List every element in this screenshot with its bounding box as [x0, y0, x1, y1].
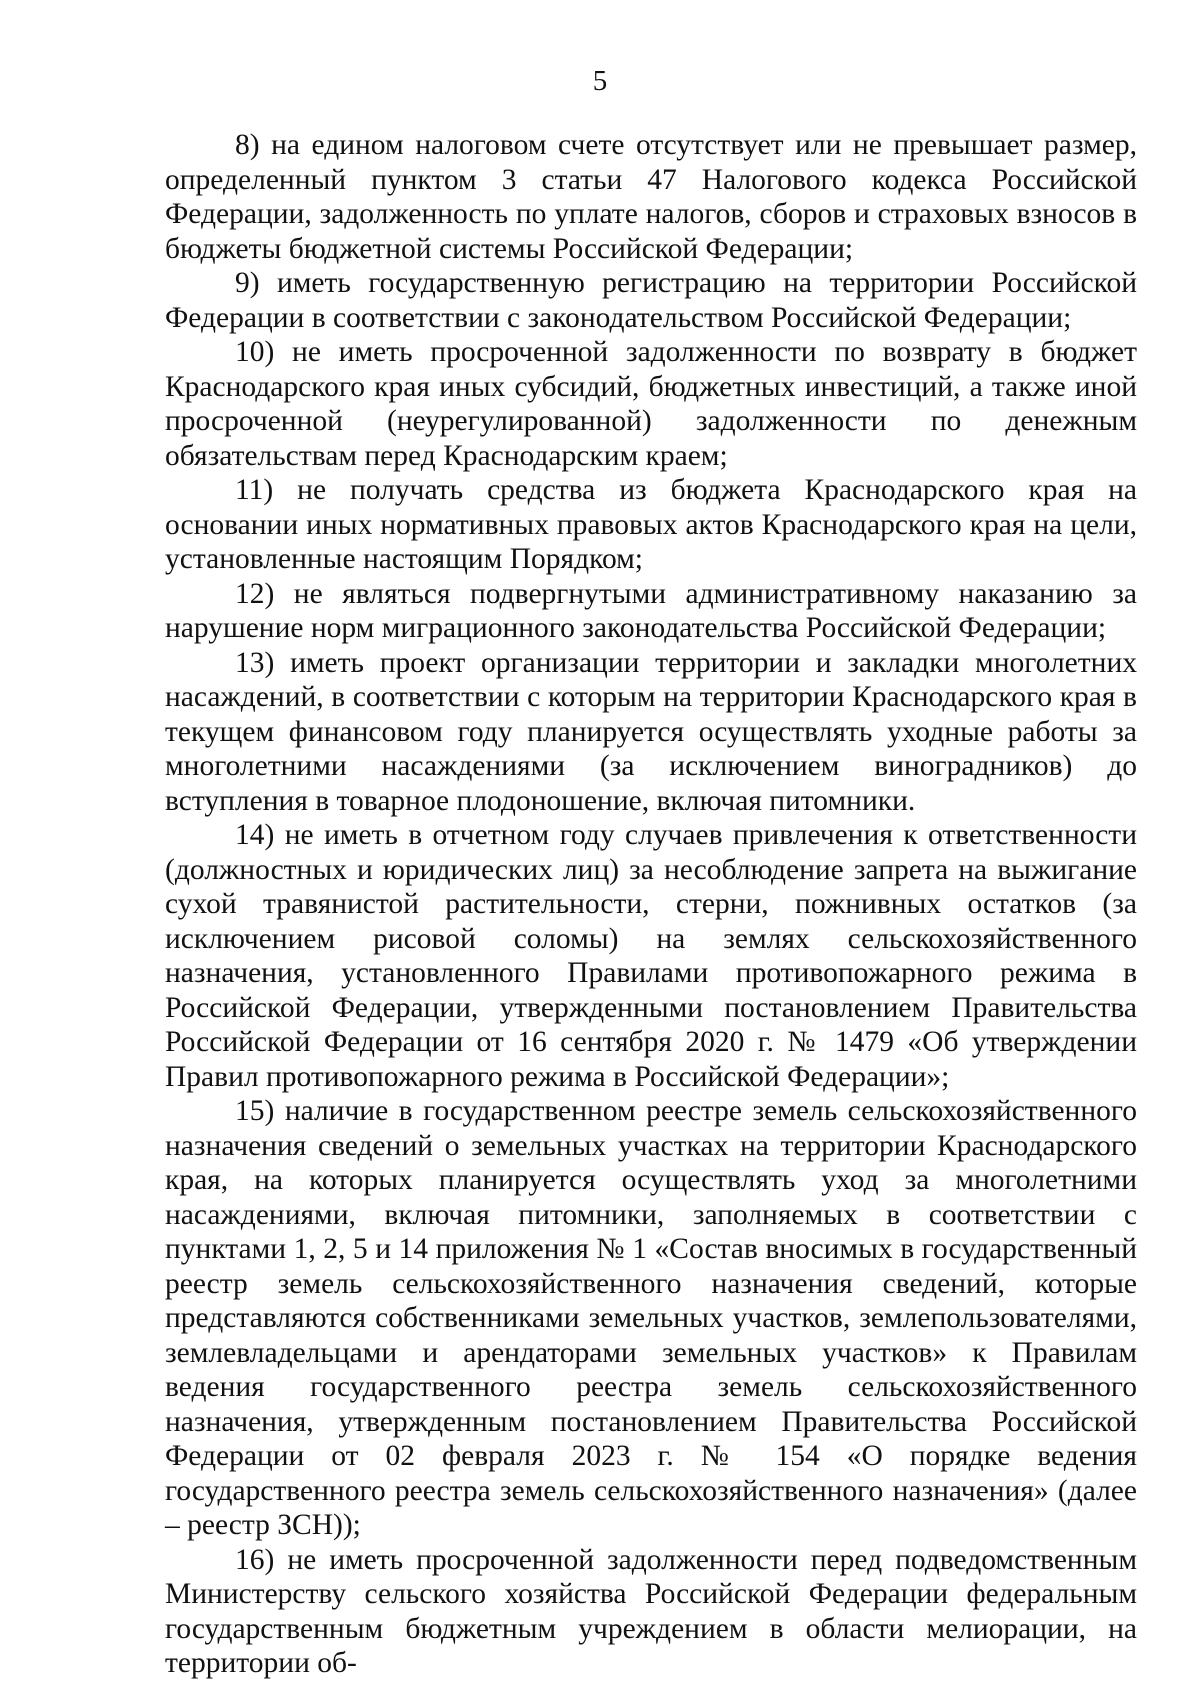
paragraph-item-15: 15) наличие в государственном реестре земель сельскохозяйственного назначения сведений о земельных участках на территории Краснодарского края, на которых планируется осуществлять уход за многолетними насаждениями, включая питомники, заполняемых в соответствии с пунктами 1, 2, 5 и 14 приложения № 1 «Состав вносимых в государственный реестр земель сельскохозяйственного назначения сведений, которые представляются собственниками земельных участков, землепользователями, землевладельцами и арендаторами земельных участков» к Правилам ведения государственного реестра земель сельскохозяйственного назначения, утвержденным постановлением Правительства Российской Федерации от 02 февраля 2023 г. № 154 «О порядке ведения государственного реестра земель сельскохозяйственного назначения» (далее – реестр ЗСН));: [165, 1095, 1137, 1541]
paragraph-item-14: 14) не иметь в отчетном году случаев привлечения к ответственности (должностных и юридических лиц) за несоблюдение запрета на выжигание сухой травянистой растительности, стерни, пожнивных остатков (за исключением рисовой соломы) на землях сельскохозяйственного назначения, установленного Правилами противопожарного режима в Российской Федерации, утвержденными постановлением Правительства Российской Федерации от 16 сентября 2020 г. № 1479 «Об утверждении Правил противопожарного режима в Российской Федерации»;: [165, 819, 1137, 1093]
paragraph-item-11: 11) не получать средства из бюджета Краснодарского края на основании иных нормативных правовых актов Краснодарского края на цели, установленные настоящим Порядком;: [165, 474, 1137, 575]
paragraph-item-8: 8) на едином налоговом счете отсутствует или не превышает размер, определенный пунктом 3 статьи 47 Налогового кодекса Российской Федерации, задолженность по уплате налогов, сборов и страховых взносов в бюджеты бюджетной системы Российской Федерации;: [165, 129, 1137, 265]
paragraph-item-9: 9) иметь государственную регистрацию на территории Российской Федерации в соответствии с законодательством Российской Федерации;: [165, 267, 1137, 334]
paragraph-item-13: 13) иметь проект организации территории и закладки многолетних насаждений, в соответствии с которым на территории Краснодарского края в текущем финансовом году планируется осуществлять уходные работы за многолетними насаждениями (за исключением виноградников) до вступления в товарное плодоношение, включая питомники.: [165, 646, 1137, 817]
paragraph-item-10: 10) не иметь просроченной задолженности по возврату в бюджет Краснодарского края иных субсидий, бюджетных инвестиций, а также иной просроченной (неурегулированной) задолженности по денежным обязательствам перед Краснодарским краем;: [165, 336, 1137, 472]
paragraph-item-16: 16) не иметь просроченной задолженности перед подведомственным Министерству сельского хозяйства Российской Федерации федеральным государственным бюджетным учреждением в области мелиорации, на территории об-: [165, 1543, 1137, 1679]
document-body: [165, 128, 1137, 1681]
page-number: 5: [592, 65, 608, 97]
paragraph-item-12: 12) не являться подвергнутыми административному наказанию за нарушение норм миграционного законодательства Российской Федерации;: [165, 577, 1137, 644]
